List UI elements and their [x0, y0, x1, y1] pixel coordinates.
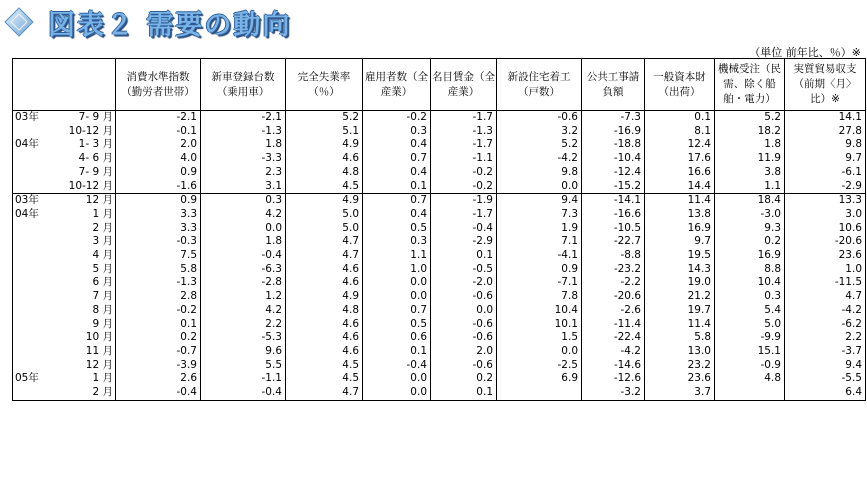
table-cell: -1.6 — [116, 180, 201, 194]
table-cell: 9.4 — [497, 194, 582, 208]
row-period: 7 月 — [92, 290, 113, 303]
table-cell: 5.8 — [116, 263, 201, 277]
table-cell: -2.8 — [201, 276, 286, 290]
row-period: 1 月 — [92, 207, 113, 220]
column-header: 完全失業率（％） — [286, 59, 363, 111]
table-cell: 5.4 — [715, 304, 785, 318]
table-cell: 0.1 — [363, 345, 431, 359]
row-label — [13, 318, 116, 332]
row-period: 2 月 — [92, 221, 113, 234]
table-cell: -23.2 — [582, 263, 645, 277]
table-row — [13, 276, 866, 290]
row-label — [13, 194, 116, 208]
table-row — [13, 194, 866, 208]
table-cell: -1.7 — [431, 208, 497, 222]
table-cell: -1.3 — [431, 125, 497, 139]
table-cell: -14.6 — [582, 359, 645, 373]
table-cell: 4.9 — [286, 194, 363, 208]
table-cell: 4.6 — [286, 318, 363, 332]
table-cell: -15.2 — [582, 180, 645, 194]
table-cell: 1.0 — [363, 263, 431, 277]
row-label — [13, 249, 116, 263]
table-cell: 0.9 — [497, 263, 582, 277]
table-cell: 9.8 — [497, 166, 582, 180]
table-cell: -0.4 — [363, 359, 431, 373]
table-cell: -3.7 — [785, 345, 866, 359]
table-cell: 3.1 — [201, 180, 286, 194]
row-period: 11 月 — [85, 344, 113, 357]
table-cell: 1.8 — [201, 235, 286, 249]
table-cell: -1.9 — [431, 194, 497, 208]
table-cell: 0.1 — [116, 318, 201, 332]
row-period: 1 月 — [92, 372, 113, 385]
table-cell: 4.8 — [286, 166, 363, 180]
table-cell: 1.1 — [363, 249, 431, 263]
row-year: 03年 — [15, 111, 39, 123]
table-cell: 23.2 — [645, 359, 715, 373]
table-cell: 18.2 — [715, 125, 785, 139]
row-period: 10-12 月 — [68, 124, 113, 137]
table-cell: -0.4 — [116, 386, 201, 400]
table-row — [13, 152, 866, 166]
table-cell: 1.1 — [715, 180, 785, 194]
table-cell: 0.2 — [715, 235, 785, 249]
table-cell: -10.4 — [582, 152, 645, 166]
table-cell: 2.6 — [116, 372, 201, 386]
row-label — [13, 111, 116, 125]
table-cell: -18.8 — [582, 138, 645, 152]
table-cell: 11.9 — [715, 152, 785, 166]
table-cell: 4.7 — [286, 386, 363, 400]
column-header: 公共工事請負額 — [582, 59, 645, 111]
table-cell: -4.2 — [497, 152, 582, 166]
table-cell: 4.2 — [201, 208, 286, 222]
row-label — [13, 222, 116, 236]
column-header: 雇用者数（全産業） — [363, 59, 431, 111]
row-label — [13, 345, 116, 359]
row-period: 9 月 — [92, 317, 113, 330]
row-label — [13, 290, 116, 304]
table-cell: 16.6 — [645, 166, 715, 180]
table-cell: -0.5 — [431, 263, 497, 277]
table-cell: 14.4 — [645, 180, 715, 194]
row-period: 10 月 — [85, 331, 113, 344]
table-cell: 3.7 — [645, 386, 715, 400]
table-cell: -7.1 — [497, 276, 582, 290]
table-cell: -3.2 — [582, 386, 645, 400]
table-cell: 9.7 — [645, 235, 715, 249]
table-cell: 13.0 — [645, 345, 715, 359]
table-cell: 13.8 — [645, 208, 715, 222]
table-cell: -0.2 — [431, 180, 497, 194]
table-cell: -20.6 — [582, 290, 645, 304]
table-cell: -5.3 — [201, 331, 286, 345]
page-title: 図表２ 需要の動向 — [48, 9, 292, 41]
table-cell: 18.4 — [715, 194, 785, 208]
table-cell: -0.9 — [715, 359, 785, 373]
table-cell: 7.3 — [497, 208, 582, 222]
row-year: 03年 — [15, 194, 39, 207]
table-cell: -1.1 — [431, 152, 497, 166]
table-cell: -0.6 — [497, 111, 582, 125]
row-label — [13, 152, 116, 166]
row-period: 2 月 — [92, 386, 113, 399]
table-cell: 0.1 — [431, 386, 497, 400]
table-cell: 16.9 — [645, 222, 715, 236]
table-cell: -0.6 — [431, 359, 497, 373]
row-period: 7- 9 月 — [78, 111, 113, 123]
table-cell: 3.8 — [715, 166, 785, 180]
row-label — [13, 263, 116, 277]
table-cell: 4.6 — [286, 331, 363, 345]
row-label — [13, 372, 116, 386]
unit-note: （単位 前年比、％）※ — [749, 46, 861, 59]
table-cell: 12.4 — [645, 138, 715, 152]
table-cell: 14.3 — [645, 263, 715, 277]
row-period: 7- 9 月 — [78, 165, 113, 178]
column-header: 一般資本財（出荷） — [645, 59, 715, 111]
table-cell: 10.1 — [497, 318, 582, 332]
table-cell: -6.2 — [785, 318, 866, 332]
table-cell: 4.5 — [286, 359, 363, 373]
table-cell: -3.0 — [715, 208, 785, 222]
row-label — [13, 359, 116, 373]
table-cell: 9.6 — [201, 345, 286, 359]
table-cell: 19.0 — [645, 276, 715, 290]
table-cell: 0.1 — [363, 180, 431, 194]
table-cell: -0.2 — [363, 111, 431, 125]
table-cell: 14.1 — [785, 111, 866, 125]
column-header: 新設住宅着工（戸数） — [497, 59, 582, 111]
table-row — [13, 222, 866, 236]
row-label — [13, 180, 116, 194]
table-cell: -11.4 — [582, 318, 645, 332]
table-cell: 0.3 — [201, 194, 286, 208]
row-period: 10-12 月 — [68, 179, 113, 192]
table-cell: 19.7 — [645, 304, 715, 318]
table-cell: 4.2 — [201, 304, 286, 318]
table-cell: 3.3 — [116, 208, 201, 222]
table-cell: 1.8 — [201, 138, 286, 152]
table-cell: 5.0 — [286, 208, 363, 222]
row-period: 3 月 — [92, 235, 113, 248]
table-cell: -12.4 — [582, 166, 645, 180]
table-cell: 16.9 — [715, 249, 785, 263]
table-cell: 0.7 — [363, 304, 431, 318]
table-cell: -8.8 — [582, 249, 645, 263]
table-cell — [715, 386, 785, 400]
table-cell: 0.7 — [363, 194, 431, 208]
table-cell: 4.7 — [286, 235, 363, 249]
table-row — [13, 372, 866, 386]
table-cell: -5.5 — [785, 372, 866, 386]
table-cell: -20.6 — [785, 235, 866, 249]
table-cell: 4.6 — [286, 152, 363, 166]
table-cell: -0.4 — [201, 249, 286, 263]
table-cell: 5.5 — [201, 359, 286, 373]
table-cell: 1.8 — [715, 138, 785, 152]
row-year: 04年 — [15, 138, 39, 151]
row-label — [13, 125, 116, 139]
row-period: 6 月 — [92, 276, 113, 289]
diamond-icon — [4, 7, 34, 37]
table-cell: 8.1 — [645, 125, 715, 139]
table-cell: -2.2 — [582, 276, 645, 290]
table-cell: -0.6 — [431, 318, 497, 332]
table-cell: 0.2 — [431, 372, 497, 386]
table-cell: 6.9 — [497, 372, 582, 386]
table-cell: -2.0 — [431, 276, 497, 290]
table-cell: -6.1 — [785, 166, 866, 180]
table-row — [13, 125, 866, 139]
table-cell: -22.4 — [582, 331, 645, 345]
table-cell: 0.5 — [363, 318, 431, 332]
table-row — [13, 386, 866, 400]
table-cell: -22.7 — [582, 235, 645, 249]
table-cell: 0.0 — [363, 386, 431, 400]
table-cell: 4.5 — [286, 372, 363, 386]
table-row — [13, 290, 866, 304]
table-cell: -2.6 — [582, 304, 645, 318]
table-cell: 7.8 — [497, 290, 582, 304]
table-cell: 0.0 — [497, 345, 582, 359]
table-cell: 5.2 — [497, 138, 582, 152]
table-cell: 3.2 — [497, 125, 582, 139]
table-cell: 4.6 — [286, 276, 363, 290]
table-cell: -3.9 — [116, 359, 201, 373]
table-cell: 5.0 — [715, 318, 785, 332]
table-row — [13, 345, 866, 359]
table-cell: 9.7 — [785, 152, 866, 166]
table-cell: 4.6 — [286, 345, 363, 359]
table-cell: 0.7 — [363, 152, 431, 166]
table-cell: 5.8 — [645, 331, 715, 345]
table-cell: 1.2 — [201, 290, 286, 304]
table-cell: -0.2 — [116, 304, 201, 318]
row-label — [13, 235, 116, 249]
table-cell: -1.3 — [116, 276, 201, 290]
table-cell: 0.0 — [363, 290, 431, 304]
table-cell: 5.0 — [286, 222, 363, 236]
table-cell: 10.4 — [715, 276, 785, 290]
table-cell: 0.1 — [431, 249, 497, 263]
table-cell: 9.8 — [785, 138, 866, 152]
table-cell: -0.7 — [116, 345, 201, 359]
row-label — [13, 331, 116, 345]
table-cell: 4.7 — [286, 249, 363, 263]
table-cell: 4.6 — [286, 263, 363, 277]
row-period: 12 月 — [85, 358, 113, 371]
table-cell: -16.6 — [582, 208, 645, 222]
table-cell: -0.3 — [116, 235, 201, 249]
table-cell: -1.1 — [201, 372, 286, 386]
table-cell: -1.7 — [431, 138, 497, 152]
table-cell: 9.4 — [785, 359, 866, 373]
table-row — [13, 263, 866, 277]
table-cell: -2.1 — [116, 111, 201, 125]
table-cell: 4.7 — [785, 290, 866, 304]
row-label — [13, 208, 116, 222]
table-cell: 5.2 — [715, 111, 785, 125]
table-row — [13, 249, 866, 263]
page-header — [4, 2, 291, 42]
table-cell: 13.3 — [785, 194, 866, 208]
row-label — [13, 138, 116, 152]
table-cell: -4.2 — [785, 304, 866, 318]
table-cell: 1.9 — [497, 222, 582, 236]
table-cell: 4.8 — [286, 304, 363, 318]
table-cell: 19.5 — [645, 249, 715, 263]
table-cell: 0.3 — [715, 290, 785, 304]
table-row — [13, 331, 866, 345]
table-cell: 21.2 — [645, 290, 715, 304]
table-cell: 10.4 — [497, 304, 582, 318]
row-period: 4 月 — [92, 249, 113, 262]
table-cell: 7.1 — [497, 235, 582, 249]
table-cell: -0.4 — [431, 222, 497, 236]
table-row — [13, 304, 866, 318]
table-cell: 0.2 — [116, 331, 201, 345]
table-cell: 0.3 — [363, 125, 431, 139]
table-cell: -7.3 — [582, 111, 645, 125]
table-cell: 0.4 — [363, 166, 431, 180]
table-cell: -0.6 — [431, 290, 497, 304]
table-cell: -2.9 — [785, 180, 866, 194]
table-cell: 4.0 — [116, 152, 201, 166]
table-row — [13, 111, 866, 125]
table-cell: 0.1 — [645, 111, 715, 125]
row-label — [13, 304, 116, 318]
table-cell: -2.1 — [201, 111, 286, 125]
row-year: 05年 — [15, 372, 39, 385]
table-cell: 15.1 — [715, 345, 785, 359]
table-row — [13, 235, 866, 249]
table-cell: 0.0 — [363, 372, 431, 386]
row-period: 12 月 — [85, 194, 113, 207]
table-cell: 2.3 — [201, 166, 286, 180]
table-cell: 2.0 — [431, 345, 497, 359]
table-cell: -16.9 — [582, 125, 645, 139]
table-cell: -2.9 — [431, 235, 497, 249]
table-cell: 10.6 — [785, 222, 866, 236]
table-cell: 6.4 — [785, 386, 866, 400]
table-cell: -4.1 — [497, 249, 582, 263]
table-cell: 0.0 — [201, 222, 286, 236]
row-label — [13, 386, 116, 400]
table-cell: 4.8 — [715, 372, 785, 386]
table-cell: -0.2 — [431, 166, 497, 180]
table-cell: 23.6 — [645, 372, 715, 386]
table-cell: 5.1 — [286, 125, 363, 139]
table-header — [13, 59, 866, 111]
table-cell: -11.5 — [785, 276, 866, 290]
table-cell: -0.1 — [116, 125, 201, 139]
table-cell: 4.5 — [286, 180, 363, 194]
column-header: 名目賃金（全産業） — [431, 59, 497, 111]
table-row — [13, 208, 866, 222]
table-cell: 17.6 — [645, 152, 715, 166]
table-cell: -1.3 — [201, 125, 286, 139]
table-cell — [497, 386, 582, 400]
table-cell: -0.4 — [201, 386, 286, 400]
table-cell: 0.0 — [431, 304, 497, 318]
table-row — [13, 166, 866, 180]
table-cell: 11.4 — [645, 194, 715, 208]
row-period: 4- 6 月 — [78, 152, 113, 165]
table-cell: 7.5 — [116, 249, 201, 263]
row-year: 04年 — [15, 207, 39, 220]
table-cell: -10.5 — [582, 222, 645, 236]
table-cell: 0.9 — [116, 166, 201, 180]
table-cell: -3.3 — [201, 152, 286, 166]
table-cell: -12.6 — [582, 372, 645, 386]
table-cell: 1.5 — [497, 331, 582, 345]
table-cell: -2.5 — [497, 359, 582, 373]
table-cell: 2.8 — [116, 290, 201, 304]
column-header: 機械受注（民需、除く船舶・電力） — [715, 59, 785, 111]
demand-table — [12, 58, 866, 401]
table-cell: 2.2 — [201, 318, 286, 332]
table-cell: -1.7 — [431, 111, 497, 125]
row-period: 5 月 — [92, 262, 113, 275]
table-row — [13, 359, 866, 373]
header-corner — [13, 59, 116, 111]
table-cell: -6.3 — [201, 263, 286, 277]
table-cell: 0.4 — [363, 138, 431, 152]
table-cell: 0.5 — [363, 222, 431, 236]
table-cell: 5.2 — [286, 111, 363, 125]
row-period: 1- 3 月 — [78, 138, 113, 151]
table-cell: 3.3 — [116, 222, 201, 236]
table-cell: 8.8 — [715, 263, 785, 277]
table-row — [13, 180, 866, 194]
table-cell: 1.0 — [785, 263, 866, 277]
table-cell: -0.6 — [431, 331, 497, 345]
table-cell: 23.6 — [785, 249, 866, 263]
table-row — [13, 138, 866, 152]
table-cell: 11.4 — [645, 318, 715, 332]
column-header: 実質貿易収支（前期〈月〉比）※ — [785, 59, 866, 111]
table-cell: 0.0 — [497, 180, 582, 194]
table-cell: -9.9 — [715, 331, 785, 345]
row-label — [13, 166, 116, 180]
table-row — [13, 318, 866, 332]
table-cell: 3.0 — [785, 208, 866, 222]
table-cell: 0.0 — [363, 276, 431, 290]
column-header: 新車登録台数（乗用車） — [201, 59, 286, 111]
table-cell: 4.9 — [286, 290, 363, 304]
table-cell: 0.6 — [363, 331, 431, 345]
table-cell: 2.0 — [116, 138, 201, 152]
table-cell: 9.3 — [715, 222, 785, 236]
table-cell: 4.9 — [286, 138, 363, 152]
row-period: 8 月 — [92, 303, 113, 316]
table-cell: 2.2 — [785, 331, 866, 345]
table-cell: -14.1 — [582, 194, 645, 208]
table-cell: 0.9 — [116, 194, 201, 208]
table-body — [13, 111, 866, 401]
table-cell: -4.2 — [582, 345, 645, 359]
table-cell: 0.4 — [363, 208, 431, 222]
column-header: 消費水準指数（勤労者世帯） — [116, 59, 201, 111]
row-label — [13, 276, 116, 290]
table-cell: 0.3 — [363, 235, 431, 249]
table-cell: 27.8 — [785, 125, 866, 139]
